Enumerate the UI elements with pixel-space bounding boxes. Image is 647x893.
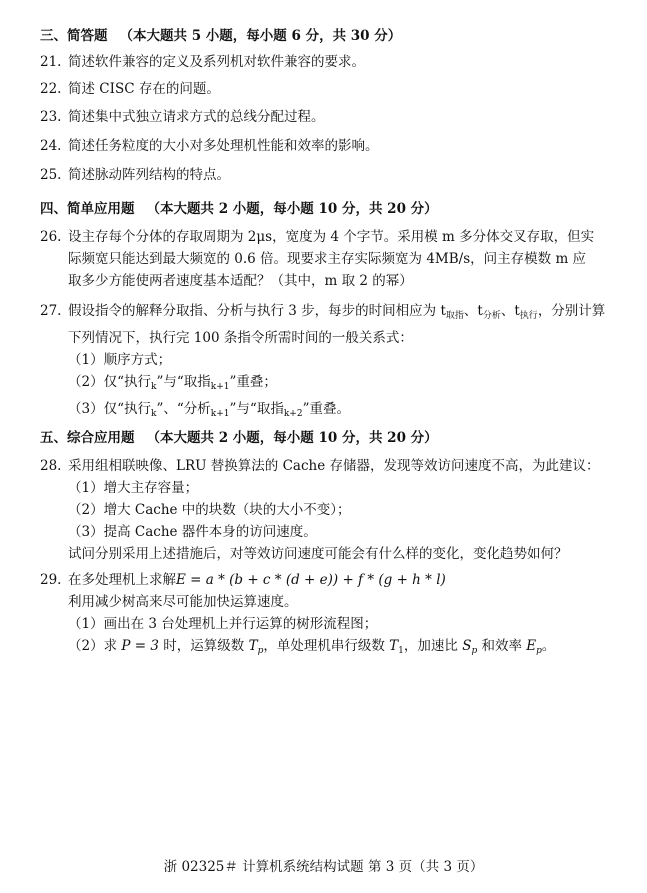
question-22 <box>40 78 625 100</box>
page-footer: 浙 02325＃ 计算机系统结构试题 第 3 页（共 3 页） <box>163 859 484 875</box>
question-23 <box>40 106 625 128</box>
question-29 <box>40 569 625 662</box>
expression: E = a * (b + c * (d + e)) + f * (g + h * l) <box>176 572 446 588</box>
question-text-line: 际频宽只能达到最大频宽的 0.6 倍。现要求主存实际频宽为 4MB/s，问主存模数 m 应 <box>68 251 587 267</box>
question-text-line: 试问分别采用上述措施后，对等效访问速度可能会有什么样的变化，变化趋势如何？ <box>68 546 568 562</box>
question-number: 21. <box>40 54 62 70</box>
sub-item-2: （2）仅“执行$_k$”与“取指$_{k+1}$”重叠； <box>68 374 277 392</box>
question-text-line: 利用减少树高来尽可能加快运算速度。 <box>68 594 298 610</box>
question-number: 27. <box>40 303 62 319</box>
question-text: 简述软件兼容的定义及系列机对软件兼容的要求。 <box>68 54 365 70</box>
question-24 <box>40 135 625 157</box>
sub-item-3: （3）仅“执行$_k$”、“分析$_{k+1}$”与“取指$_{k+2}$”重叠。 <box>68 401 350 419</box>
sub-item-1: （1）顺序方式； <box>68 352 172 368</box>
question-28 <box>40 455 625 565</box>
question-number: 22. <box>40 81 62 97</box>
sub-item-3: （3）提高 Cache 器件本身的访问速度。 <box>68 524 317 540</box>
question-text: 简述脉动阵列结构的特点。 <box>68 167 230 183</box>
question-text-line: 采用组相联映像、LRU 替换算法的 Cache 存储器，发现等效访问速度不高，为此建议： <box>68 458 600 474</box>
section-4-title: 四、简单应用题 <box>40 201 135 217</box>
sub-item-1: （1）增大主存容量； <box>68 480 199 496</box>
question-text: 简述集中式独立请求方式的总线分配过程。 <box>68 109 325 125</box>
question-number: 23. <box>40 109 62 125</box>
question-text-line: 取多少方能使两者速度基本适配？（其中，m 取 2 的幂） <box>68 273 413 289</box>
question-number: 25. <box>40 167 62 183</box>
question-number: 28. <box>40 458 62 474</box>
question-text-line: 下列情况下，执行完 100 条指令所需时间的一般关系式： <box>68 330 413 346</box>
question-text: 简述任务粒度的大小对多处理机性能和效率的影响。 <box>68 138 379 154</box>
sub-item-2: （2）增大 Cache 中的块数（块的大小不变）； <box>68 502 351 518</box>
question-text: 简述 CISC 存在的问题。 <box>68 81 220 97</box>
sub-item-2: （2）求 P = 3 时，运算级数 $T_p$，单处理机串行级数 $T_1$，加速比 $S_p$ 和效率 $E_p$。 <box>68 638 556 656</box>
section-4-note: （本大题共 2 小题，每小题 10 分，共 20 分） <box>146 201 438 217</box>
section-5-note: （本大题共 2 小题，每小题 10 分，共 20 分） <box>146 430 438 446</box>
question-number: 24. <box>40 138 62 154</box>
section-3-title: 三、简答题 <box>40 28 108 44</box>
sub-item-1: （1）画出在 3 台处理机上并行运算的树形流程图； <box>68 616 378 632</box>
question-text-line: 设主存每个分体的存取周期为 2μs，宽度为 4 个字节。采用模 m 多分体交叉存取，但实 <box>68 229 595 245</box>
question-21 <box>40 51 625 73</box>
section-5-heading <box>40 426 438 446</box>
section-3-note: （本大题共 5 小题，每小题 6 分，共 30 分） <box>119 28 402 44</box>
question-text-line: 假设指令的解释分取指、分析与执行 3 步，每步的时间相应为 $t_{取指}$、$t_{分析}$、$t_{执行}$，分别计算 <box>68 303 606 321</box>
question-26 <box>40 226 625 292</box>
question-25 <box>40 164 625 186</box>
question-number: 29. <box>40 572 62 588</box>
section-5-title: 五、综合应用题 <box>40 430 135 446</box>
section-3-heading <box>40 24 401 44</box>
section-4-heading <box>40 197 438 217</box>
question-text-line: 在多处理机上求解E = a * (b + c * (d + e)) + f * (g + h * l) <box>68 572 446 588</box>
question-number: 26. <box>40 229 62 245</box>
question-27 <box>40 300 625 425</box>
